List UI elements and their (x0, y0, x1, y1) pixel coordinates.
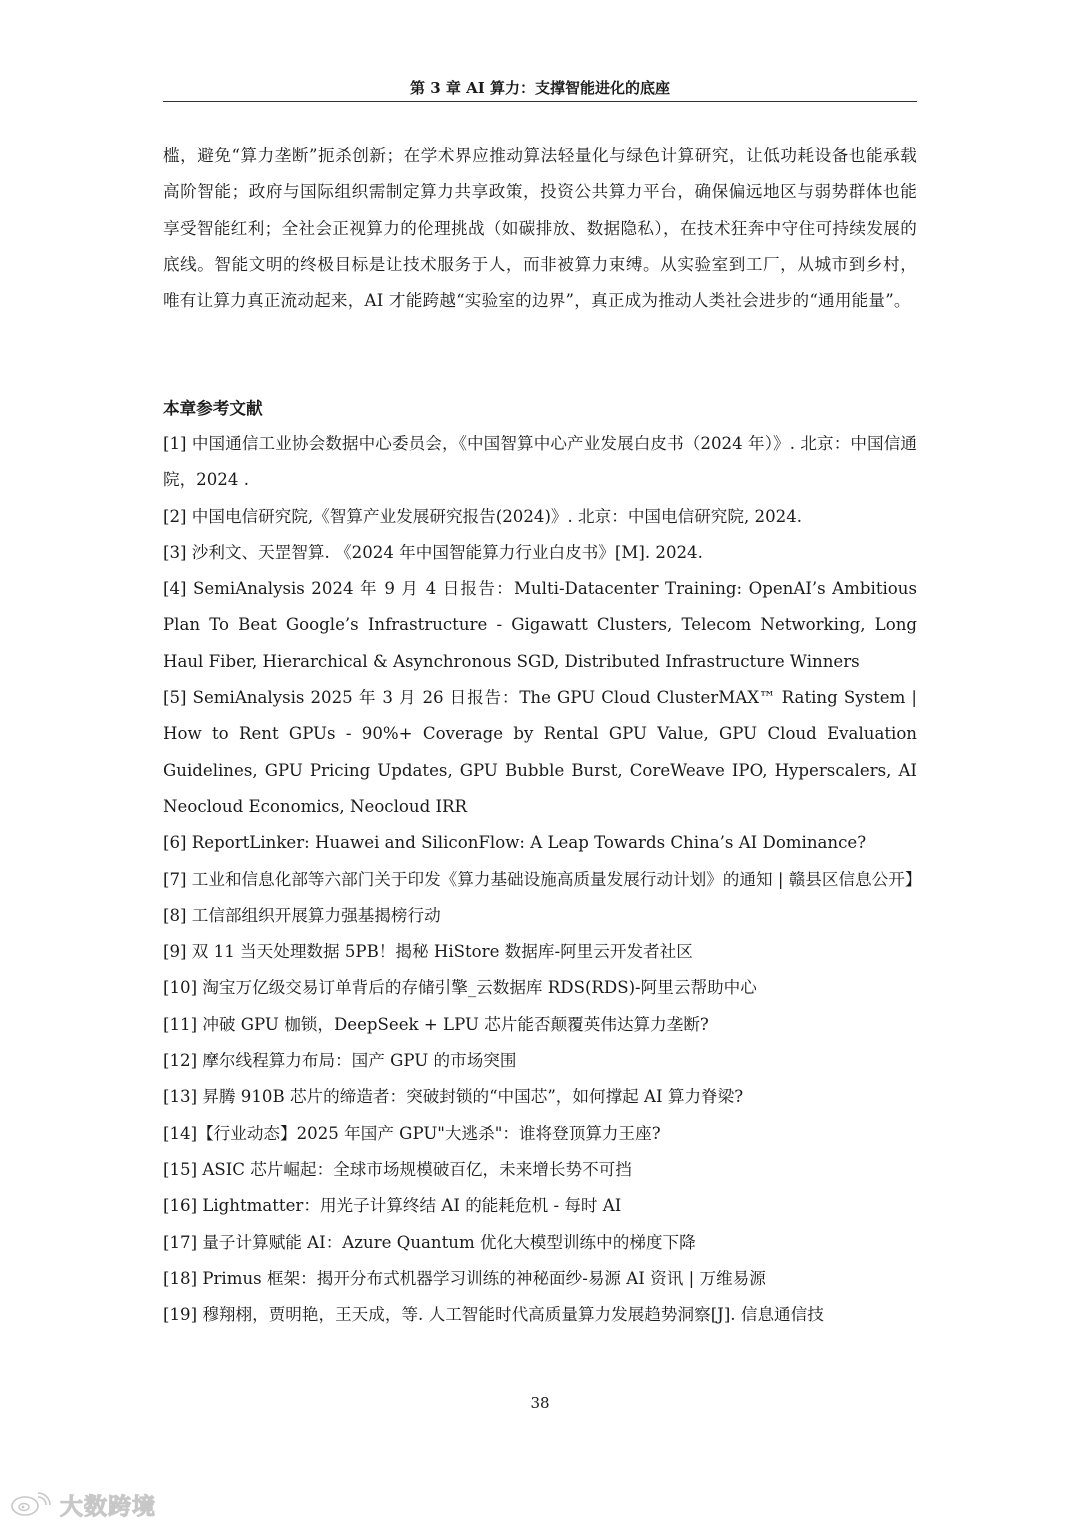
reference-item: [10] 淘宝万亿级交易订单背后的存储引擎_云数据库 RDS(RDS)-阿里云帮助中心 (163, 978, 757, 998)
reference-item: [18] Primus 框架：揭开分布式机器学习训练的神秘面纱-易源 AI 资讯 | 万维易源 (163, 1268, 766, 1288)
reference-item: [7] 工业和信息化部等六部门关于印发《算力基础设施高质量发展行动计划》的通知 | 赣县区信息公开】 (163, 869, 922, 889)
reference-item: [6] ReportLinker: Huawei and SiliconFlow: A Leap Towards China’s AI Dominance? (163, 833, 867, 853)
page-number: 38 (530, 1394, 550, 1412)
references-title: 本章参考文献 (163, 398, 263, 418)
weibo-logo-icon (10, 1491, 54, 1517)
reference-item: [13] 昇腾 910B 芯片的缔造者：突破封锁的“中国芯”，如何撑起 AI 算力脊梁? (163, 1087, 744, 1107)
reference-item: [17] 量子计算赋能 AI：Azure Quantum 优化大模型训练中的梯度下降 (163, 1232, 696, 1252)
body-paragraph: 槛，避免“算力垄断”扼杀创新；在学术界应推动算法轻量化与绿色计算研究，让低功耗设备也能承载高阶智能；政府与国际组织需制定算力共享政策，投资公共算力平台，确保偏远地区与弱势群体也能享受智能红利；全社会正视算力的伦理挑战（如碳排放、数据隐私），在技术狂奔中守住可持续发展的底线。智能文明的终极目标是让技术服务于人，而非被算力束缚。从实验室到工厂，从城市到乡村，唯有让算力真正流动起来，AI 才能跨越“实验室的边界”，真正成为推动人类社会进步的“通用能量”。 (163, 146, 917, 311)
reference-item: [4] SemiAnalysis 2024 年 9 月 4 日报告：Multi-Datacenter Training: OpenAI’s Ambitious Plan To Beat Google’s Infrastructure - Gigawatt Clusters, Telecom Networking, Long Haul Fiber, Hierarchical & Asynchronous SGD, Distributed Infrastructure Winners (163, 579, 917, 671)
reference-item: [12] 摩尔线程算力布局：国产 GPU 的市场突围 (163, 1051, 517, 1071)
reference-item: [19] 穆翔栩，贾明艳，王天成，等. 人工智能时代高质量算力发展趋势洞察[J]. 信息通信技 (163, 1305, 824, 1325)
reference-item: [15] ASIC 芯片崛起：全球市场规模破百亿，未来增长势不可挡 (163, 1159, 632, 1179)
watermark-text: 大数跨境 (60, 1493, 156, 1520)
reference-item: [5] SemiAnalysis 2025 年 3 月 26 日报告：The GPU Cloud ClusterMAX™ Rating System | How to Rent GPUs - 90%+ Coverage by Rental GPU Value, GPU Cloud Evaluation Guidelines, GPU Pricing Updates, GPU Bubble Burst, CoreWeave IPO, Hyperscalers, AI Neocloud Economics, Neocloud IRR (163, 688, 917, 816)
reference-item: [1] 中国通信工业协会数据中心委员会，《中国智算中心产业发展白皮书（2024 年）》. 北京：中国信通院，2024 . (163, 434, 917, 490)
reference-item: [14]【行业动态】2025 年国产 GPU"大逃杀"：谁将登顶算力王座? (163, 1123, 661, 1143)
reference-item: [11] 冲破 GPU 枷锁，DeepSeek + LPU 芯片能否颠覆英伟达算力垄断? (163, 1014, 709, 1034)
reference-item: [9] 双 11 当天处理数据 5PB！揭秘 HiStore 数据库-阿里云开发者社区 (163, 942, 693, 962)
reference-item: [3] 沙利文、天罡智算. 《2024 年中国智能算力行业白皮书》[M]. 2024. (163, 542, 703, 562)
reference-item: [2] 中国电信研究院,《智算产业发展研究报告(2024)》. 北京：中国电信研究院, 2024. (163, 506, 803, 526)
watermark (10, 1488, 156, 1520)
header-divider (163, 101, 917, 102)
reference-item: [8] 工信部组织开展算力强基揭榜行动 (163, 905, 441, 925)
references-list (163, 426, 922, 1333)
reference-item: [16] Lightmatter：用光子计算终结 AI 的能耗危机 - 每时 AI (163, 1196, 622, 1216)
page-header: 第 3 章 AI 算力：支撑智能进化的底座 (410, 79, 670, 97)
